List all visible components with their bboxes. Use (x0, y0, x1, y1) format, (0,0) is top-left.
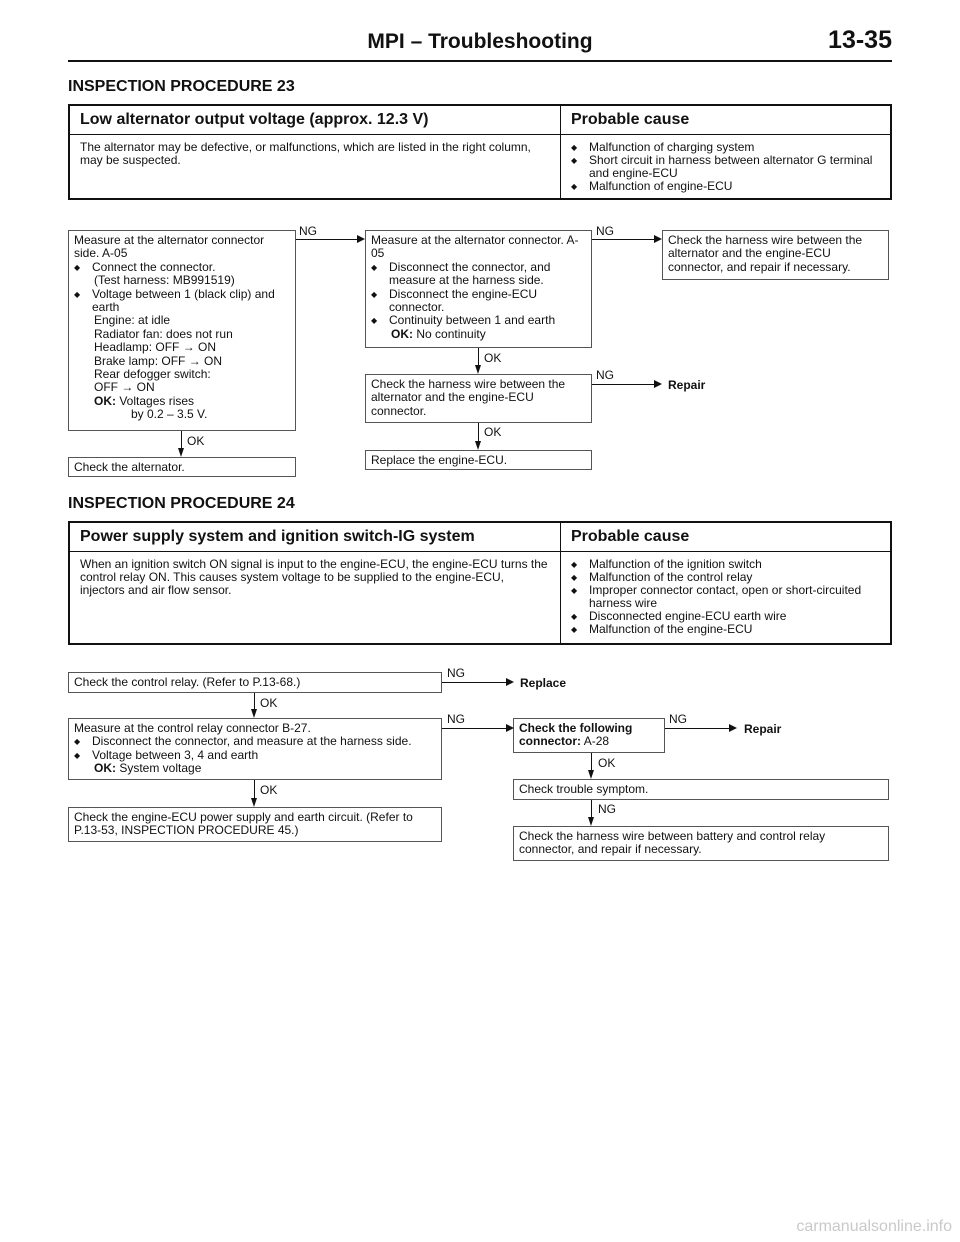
proc23-step-measure-alternator-connector (365, 230, 592, 348)
connector-line (665, 728, 729, 729)
proc23-step-check-harness-repair (662, 230, 889, 280)
proc24-step-check-trouble-symptom (513, 779, 889, 800)
proc23-cause-header: Probable cause (561, 105, 892, 135)
connector-line (296, 239, 357, 240)
arrow-down-icon (251, 709, 257, 718)
proc23-step-check-harness (365, 374, 592, 423)
step-text: Engine: at idle (94, 313, 171, 328)
step-text: Measure at the alternator connector. A-05 (371, 233, 579, 261)
connector-line (442, 728, 506, 729)
header-rule (68, 60, 892, 62)
proc23-description: The alternator may be defective, or malfunctions, which are listed in the right column, may be suspected. (69, 135, 561, 200)
ok-value: System voltage (119, 761, 202, 776)
ok-label: OK (484, 425, 502, 439)
step-text: Check the control relay. (Refer to P.13-68.) (74, 675, 301, 689)
step-text: Check the harness wire between battery and control relay connector, and repair if necessary. (519, 829, 826, 857)
proc23-cause-list (571, 141, 880, 193)
proc24-step-check-connector (513, 718, 665, 753)
proc23-symptom: Low alternator output voltage (approx. 12.3 V) (69, 105, 561, 135)
arrow-down-icon (588, 817, 594, 826)
step-bullet: ◆ Voltage between 3, 4 and earth (74, 749, 436, 762)
step-text: Check the harness wire between the alternator and the engine-ECU connector, and repair if necessary. (668, 233, 863, 274)
arrow-down-icon (178, 448, 184, 457)
connector-line (442, 682, 506, 683)
proc23-repair: Repair (668, 378, 706, 392)
proc23-title: INSPECTION PROCEDURE 23 (68, 78, 295, 95)
proc23-cause: ◆ Malfunction of charging system (571, 141, 880, 154)
proc23-cause: ◆ Malfunction of engine-ECU (571, 180, 880, 193)
proc23-cause: ◆ Short circuit in harness between alternator G terminal and engine-ECU (571, 154, 880, 180)
page-number: 13-35 (828, 26, 892, 54)
proc24-step-check-control-relay (68, 672, 442, 693)
ok-value: by 0.2 – 3.5 V. (131, 407, 208, 422)
proc24-step-measure-control-relay (68, 718, 442, 780)
ok-label: OK (598, 756, 616, 770)
step-text: Measure at the control relay connector B-27. (74, 721, 311, 735)
ok-value: No continuity (416, 326, 486, 341)
step-text: Check trouble symptom. (519, 782, 649, 796)
connector-line (478, 423, 479, 441)
watermark: carmanualsonline.info (796, 1218, 952, 1235)
proc24-cause: ◆ Disconnected engine-ECU earth wire (571, 610, 880, 623)
connector-line (592, 384, 654, 385)
connector-line (478, 348, 479, 365)
proc24-step-check-harness-battery (513, 826, 889, 861)
ng-label: NG (598, 802, 616, 816)
ok-label: OK (260, 783, 278, 797)
arrow-down-icon (251, 798, 257, 807)
ng-label: NG (669, 712, 687, 726)
proc24-repair: Repair (744, 722, 782, 736)
step-text-bold: Check the following connector: (519, 721, 633, 749)
ok-label: OK (484, 351, 502, 365)
step-text: Headlamp: OFF → ON (94, 340, 217, 355)
step-text: Radiator fan: does not run (94, 326, 233, 341)
proc24-title: INSPECTION PROCEDURE 24 (68, 495, 295, 512)
proc24-cause-header: Probable cause (561, 522, 892, 552)
step-bullet: ◆ Continuity between 1 and earth (371, 314, 586, 327)
ok-label: OK (260, 696, 278, 710)
step-text: Rear defogger switch: (94, 367, 211, 382)
ok-label: OK (187, 434, 205, 448)
proc24-symptom: Power supply system and ignition switch-IG system (69, 522, 561, 552)
proc23-step-replace-ecu (365, 450, 592, 470)
ok-label: OK: (391, 326, 413, 341)
page-header-title: MPI – Troubleshooting (367, 30, 593, 53)
connector-line (254, 780, 255, 798)
step-text: Check the alternator. (74, 460, 185, 474)
proc24-replace: Replace (520, 676, 567, 690)
step-text: Measure at the alternator connector side. A-05 (74, 233, 265, 261)
step-text: Check the engine-ECU power supply and earth circuit. (Refer to P.13-53, INSPECTION PROCEDURE 45.) (74, 810, 413, 838)
arrow-down-icon (475, 365, 481, 374)
ng-label: NG (596, 368, 614, 382)
connector-line (181, 431, 182, 448)
connector-line (591, 800, 592, 817)
step-text: (Test harness: MB991519) (94, 273, 235, 288)
proc24-cause: ◆ Malfunction of the control relay (571, 571, 880, 584)
connector-line (254, 693, 255, 709)
proc24-cause: ◆ Malfunction of the engine-ECU (571, 623, 880, 636)
arrow-right-icon (729, 724, 737, 732)
proc24-cause-list (571, 558, 880, 636)
arrow-right-icon (654, 380, 662, 388)
proc23-causes-cell (561, 135, 892, 200)
ng-label: NG (299, 224, 317, 238)
arrow-right-icon (654, 235, 662, 243)
connector-line (592, 239, 654, 240)
step-text: Brake lamp: OFF → ON (94, 353, 223, 368)
proc24-cause: ◆ Malfunction of the ignition switch (571, 558, 880, 571)
proc23-table (68, 104, 892, 200)
proc24-causes-cell (561, 552, 892, 645)
ok-label: OK: (94, 761, 116, 776)
arrow-right-icon (506, 678, 514, 686)
arrow-down-icon (588, 770, 594, 779)
step-text: OFF → ON (94, 380, 155, 395)
step-text: Replace the engine-ECU. (371, 453, 508, 467)
step-bullet: ◆ Connect the connector. (74, 261, 290, 274)
proc24-step-check-ecu-power (68, 807, 442, 842)
proc24-cause: ◆ Improper connector contact, open or short-circuited harness wire (571, 584, 880, 610)
step-bullet: ◆ Disconnect the connector, and measure at the harness side. (74, 735, 436, 748)
step-bullet: ◆ Voltage between 1 (black clip) and earth (74, 288, 290, 315)
step-bullet: ◆ Disconnect the connector, and measure at the harness side. (371, 261, 586, 288)
ng-label: NG (447, 666, 465, 680)
connector-line (591, 753, 592, 770)
ok-label: OK: (94, 393, 116, 408)
arrow-right-icon (357, 235, 365, 243)
proc24-description: When an ignition switch ON signal is input to the engine-ECU, the engine-ECU turns the control relay ON. This causes system voltage to be supplied to the engine-ECU, injectors and air flow sensor. (69, 552, 561, 645)
ng-label: NG (447, 712, 465, 726)
step-text: Check the harness wire between the alternator and the engine-ECU connector. (371, 377, 566, 418)
arrow-right-icon (506, 724, 514, 732)
proc23-step-measure-alternator-side (68, 230, 296, 431)
connector-id: A-28 (583, 734, 610, 749)
ok-value: Voltages rises (119, 393, 195, 408)
ng-label: NG (596, 224, 614, 238)
proc24-table (68, 521, 892, 645)
step-bullet: ◆ Disconnect the engine-ECU connector. (371, 288, 586, 315)
arrow-down-icon (475, 441, 481, 450)
proc23-step-check-alternator (68, 457, 296, 477)
